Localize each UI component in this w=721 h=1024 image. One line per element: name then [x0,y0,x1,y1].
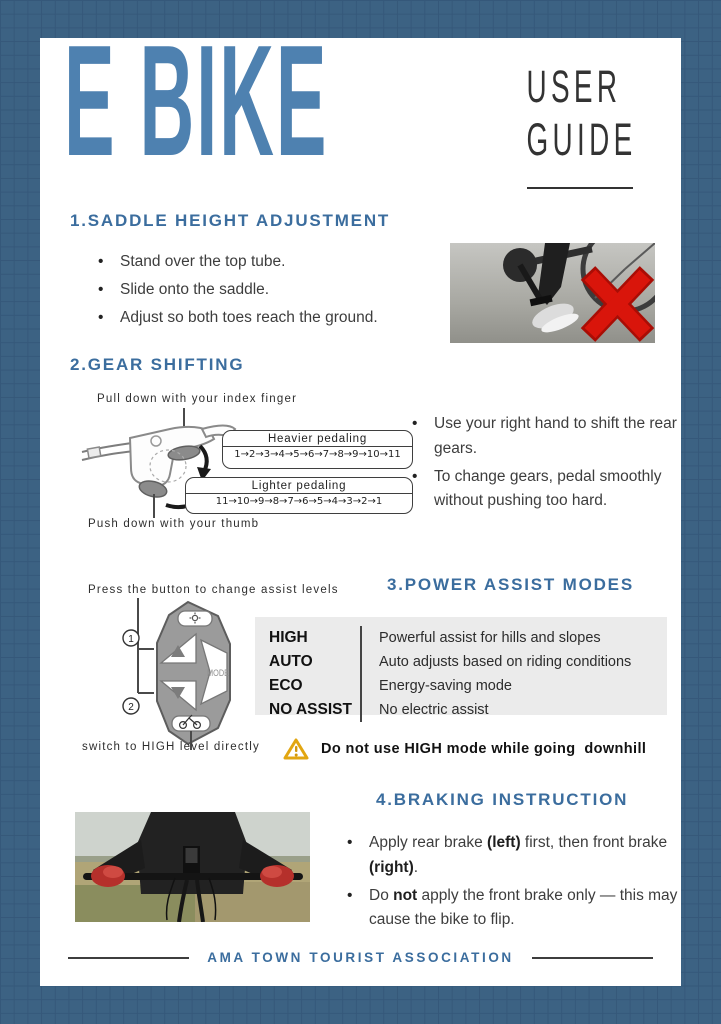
lighter-pedaling-box [185,477,413,514]
mode-description: Energy-saving mode [360,674,667,698]
gear-thumb-label: Push down with your thumb [88,518,260,530]
warning-text: Do not use HIGH mode while going downhill [321,741,647,757]
list-item: • Use your right hand to shift the rear gears. [410,412,682,462]
list-item: • Slide onto the saddle. [96,278,431,303]
assist-control-pad-diagram [98,596,260,752]
table-row [255,674,667,698]
list-item: • Stand over the top tube. [96,250,431,275]
list-item: • Do not apply the front brake only — this may cause the bike to flip. [345,884,693,934]
gear-index-finger-label: Pull down with your index finger [97,393,298,405]
section-heading-braking: 4.BRAKING INSTRUCTION [376,790,629,809]
subtitle-underline [527,187,633,189]
section-heading-assist: 3.POWER ASSIST MODES [387,575,634,594]
subtitle-word-guide: GUIDE [526,114,637,166]
list-item: • Adjust so both toes reach the ground. [96,306,431,331]
saddle-bullet-list [96,250,431,333]
mode-name: NO ASSIST [269,701,352,718]
assist-press-label: Press the button to change assist levels [88,584,339,596]
footer [68,950,653,965]
braking-photo [75,812,310,922]
footer-rule-left [68,957,189,959]
assist-switch-high-label: switch to HIGH level directly [82,741,260,753]
mode-description: Powerful assist for hills and slopes [360,626,667,650]
section-heading-saddle: 1.SADDLE HEIGHT ADJUSTMENT [70,211,391,230]
lighter-pedaling-title: Lighter pedaling [186,478,412,494]
marker-2-label: 2 [128,702,134,713]
table-row [255,626,667,650]
list-item: • Apply rear brake (left) first, then front brake (right). [345,831,693,881]
heavier-pedaling-box [222,430,413,469]
footer-rule-right [532,957,653,959]
table-row [255,698,667,722]
warning-banner [283,737,646,761]
handlebar-photo-illustration [75,812,310,922]
pedal-foot-photo-illustration [450,243,655,343]
heavier-pedaling-title: Heavier pedaling [223,431,412,447]
mode-name: AUTO [269,653,313,670]
subtitle-word-user: USER [526,61,622,112]
mode-pad-illustration [98,596,260,752]
braking-bullet-list [345,831,693,936]
heavier-pedaling-sequence: 1→2→3→4→5→6→7→8→9→10→11 [234,449,401,460]
table-row [255,650,667,674]
mode-name: ECO [269,677,303,694]
marker-1-label: 1 [128,634,134,645]
mode-description: Auto adjusts based on riding conditions [360,650,667,674]
subtitle-user-guide [527,60,637,166]
section-heading-gear: 2.GEAR SHIFTING [70,355,245,374]
warning-icon [283,737,309,761]
mode-description: No electric assist [360,698,667,722]
mode-name: HIGH [269,629,308,646]
gear-bullet-list [410,412,682,517]
page-title: E BIKE [64,13,329,189]
assist-modes-table [255,617,667,718]
document-page [40,13,681,986]
saddle-photo [450,243,655,343]
lighter-pedaling-sequence: 11→10→9→8→7→6→5→4→3→2→1 [215,496,383,507]
list-item: • To change gears, pedal smoothly without pushing too hard. [410,465,682,515]
mode-button-label: MODE [207,668,229,678]
footer-text: AMA TOWN TOURIST ASSOCIATION [207,950,514,965]
